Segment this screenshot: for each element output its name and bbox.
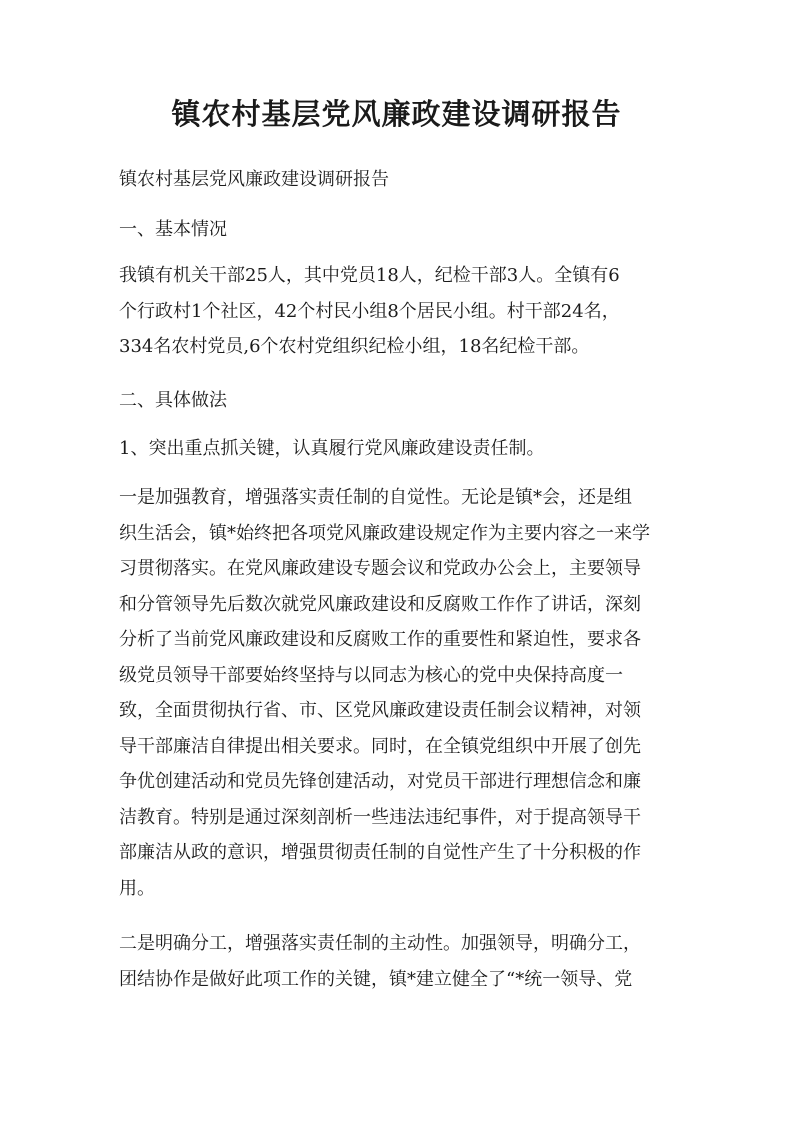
text-line: 导干部廉洁自律提出相关要求。同时，在全镇党组织中开展了创先	[119, 735, 641, 757]
text-line: 我镇有机关干部25人，其中党员18人，纪检干部3人。全镇有6	[119, 265, 620, 286]
text-line: 洁教育。特别是通过深刻剖析一些违法违纪事件，对于提高领导干	[119, 806, 641, 828]
text-line: 致，全面贯彻执行省、市、区党风廉政建设责任制会议精神，对领	[119, 700, 641, 721]
paragraph-education	[119, 480, 676, 906]
text-line: 用。	[119, 877, 155, 899]
text-line: 二是明确分工，增强落实责任制的主动性。加强领导，明确分工，	[119, 933, 641, 954]
text-line: 一是加强教育，增强落实责任制的自觉性。无论是镇*会，还是组	[119, 487, 632, 508]
text-line: 二、具体做法	[119, 390, 227, 411]
item-heading-1	[119, 431, 676, 467]
paragraph-division-of-labor	[119, 926, 676, 997]
paragraph-basic-situation	[119, 258, 676, 365]
text-line: 334名农村党员,6个农村党组织纪检小组，18名纪检干部。	[119, 336, 590, 357]
text-line: 织生活会，镇*始终把各项党风廉政建设规定作为主要内容之一来学	[119, 522, 650, 544]
text-line: 1、突出重点抓关键，认真履行党风廉政建设责任制。	[119, 438, 545, 459]
text-line: 镇农村基层党风廉政建设调研报告	[119, 169, 389, 190]
document-title: 镇农村基层党风廉政建设调研报告	[171, 97, 622, 131]
text-line: 级党员领导干部要始终坚持与以同志为核心的党中央保持高度一	[119, 664, 623, 686]
text-line: 争优创建活动和党员先锋创建活动，对党员干部进行理想信念和廉	[119, 771, 641, 792]
section-heading-specific-practices	[119, 383, 676, 419]
text-line: 个行政村1个社区，42个村民小组8个居民小组。村干部24名，	[119, 300, 620, 322]
text-line: 团结协作是做好此项工作的关键，镇*建立健全了“*统一领导、党	[119, 968, 633, 990]
section-heading-basic-situation	[119, 212, 676, 248]
text-line: 部廉洁从政的意识，增强贯彻责任制的自觉性产生了十分积极的作	[119, 842, 641, 863]
text-line: 习贯彻落实。在党风廉政建设专题会议和党政办公会上，主要领导	[119, 558, 641, 579]
text-line: 和分管领导先后数次就党风廉政建设和反腐败工作作了讲话，深刻	[119, 593, 641, 615]
text-line: 分析了当前党风廉政建设和反腐败工作的重要性和紧迫性，要求各	[119, 629, 641, 650]
document-subtitle	[119, 162, 676, 198]
text-line: 一、基本情况	[119, 219, 227, 240]
